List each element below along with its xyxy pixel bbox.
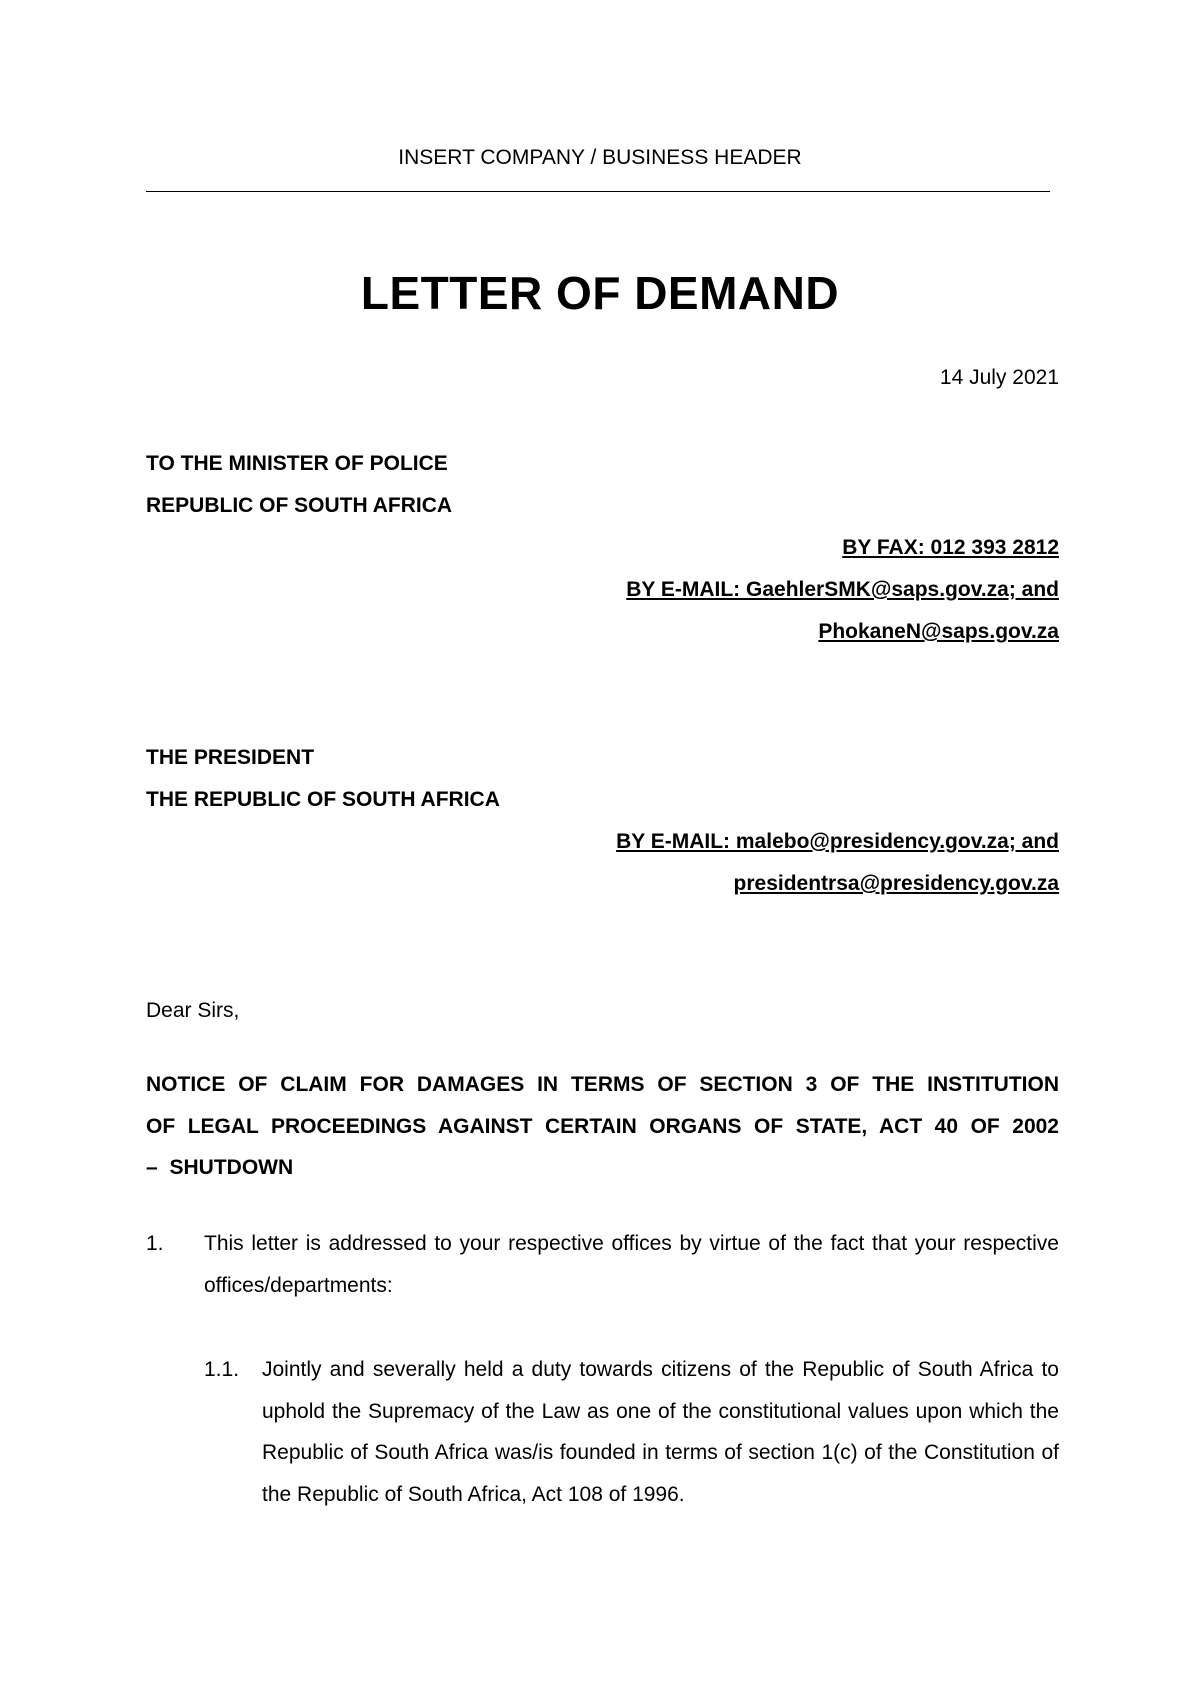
subparagraph-number: 1.1.	[204, 1358, 240, 1381]
recipient2-email-line1: BY E-MAIL: malebo@presidency.gov.za; and	[616, 830, 1059, 853]
subparagraph-text: Jointly and severally held a duty towards citizens of the Republic of South Africa to uphold the Supremacy of the Law as one of the constitutional values upon which the Republic of South Africa was/is founded in terms of section 1(c) of the Constitution of the Republic of South Africa, Act 108 of 1996.	[262, 1358, 1059, 1506]
letter-date: 14 July 2021	[939, 366, 1059, 389]
recipient1-line2: REPUBLIC OF SOUTH AFRICA	[146, 494, 453, 517]
recipient1-email-line1: BY E-MAIL: GaehlerSMK@saps.gov.za; and	[626, 578, 1059, 601]
recipient2-line2: THE REPUBLIC OF SOUTH AFRICA	[146, 788, 500, 811]
salutation: Dear Sirs,	[146, 999, 240, 1022]
recipient2-email-line2: presidentrsa@presidency.gov.za	[733, 872, 1059, 895]
subject-heading: NOTICE OF CLAIM FOR DAMAGES IN TERMS OF SECTION 3 OF THE INSTITUTION OF LEGAL PROCEEDINGS AGAINST CERTAIN ORGANS OF STATE, ACT 40 OF 2002 – SHUTDOWN	[146, 1073, 1059, 1179]
company-header-placeholder: INSERT COMPANY / BUSINESS HEADER	[398, 146, 802, 169]
letter-title: LETTER OF DEMAND	[360, 267, 840, 319]
recipient1-fax: BY FAX: 012 393 2812	[842, 536, 1059, 559]
recipient1-email-line2: PhokaneN@saps.gov.za	[818, 620, 1059, 643]
recipient1-line1: TO THE MINISTER OF POLICE	[146, 452, 448, 475]
paragraph-number: 1.	[146, 1232, 164, 1255]
recipient2-line1: THE PRESIDENT	[146, 746, 315, 769]
paragraph-text: This letter is addressed to your respective offices by virtue of the fact that your respective offices/departments:	[204, 1232, 1059, 1297]
header-divider	[146, 191, 1050, 192]
